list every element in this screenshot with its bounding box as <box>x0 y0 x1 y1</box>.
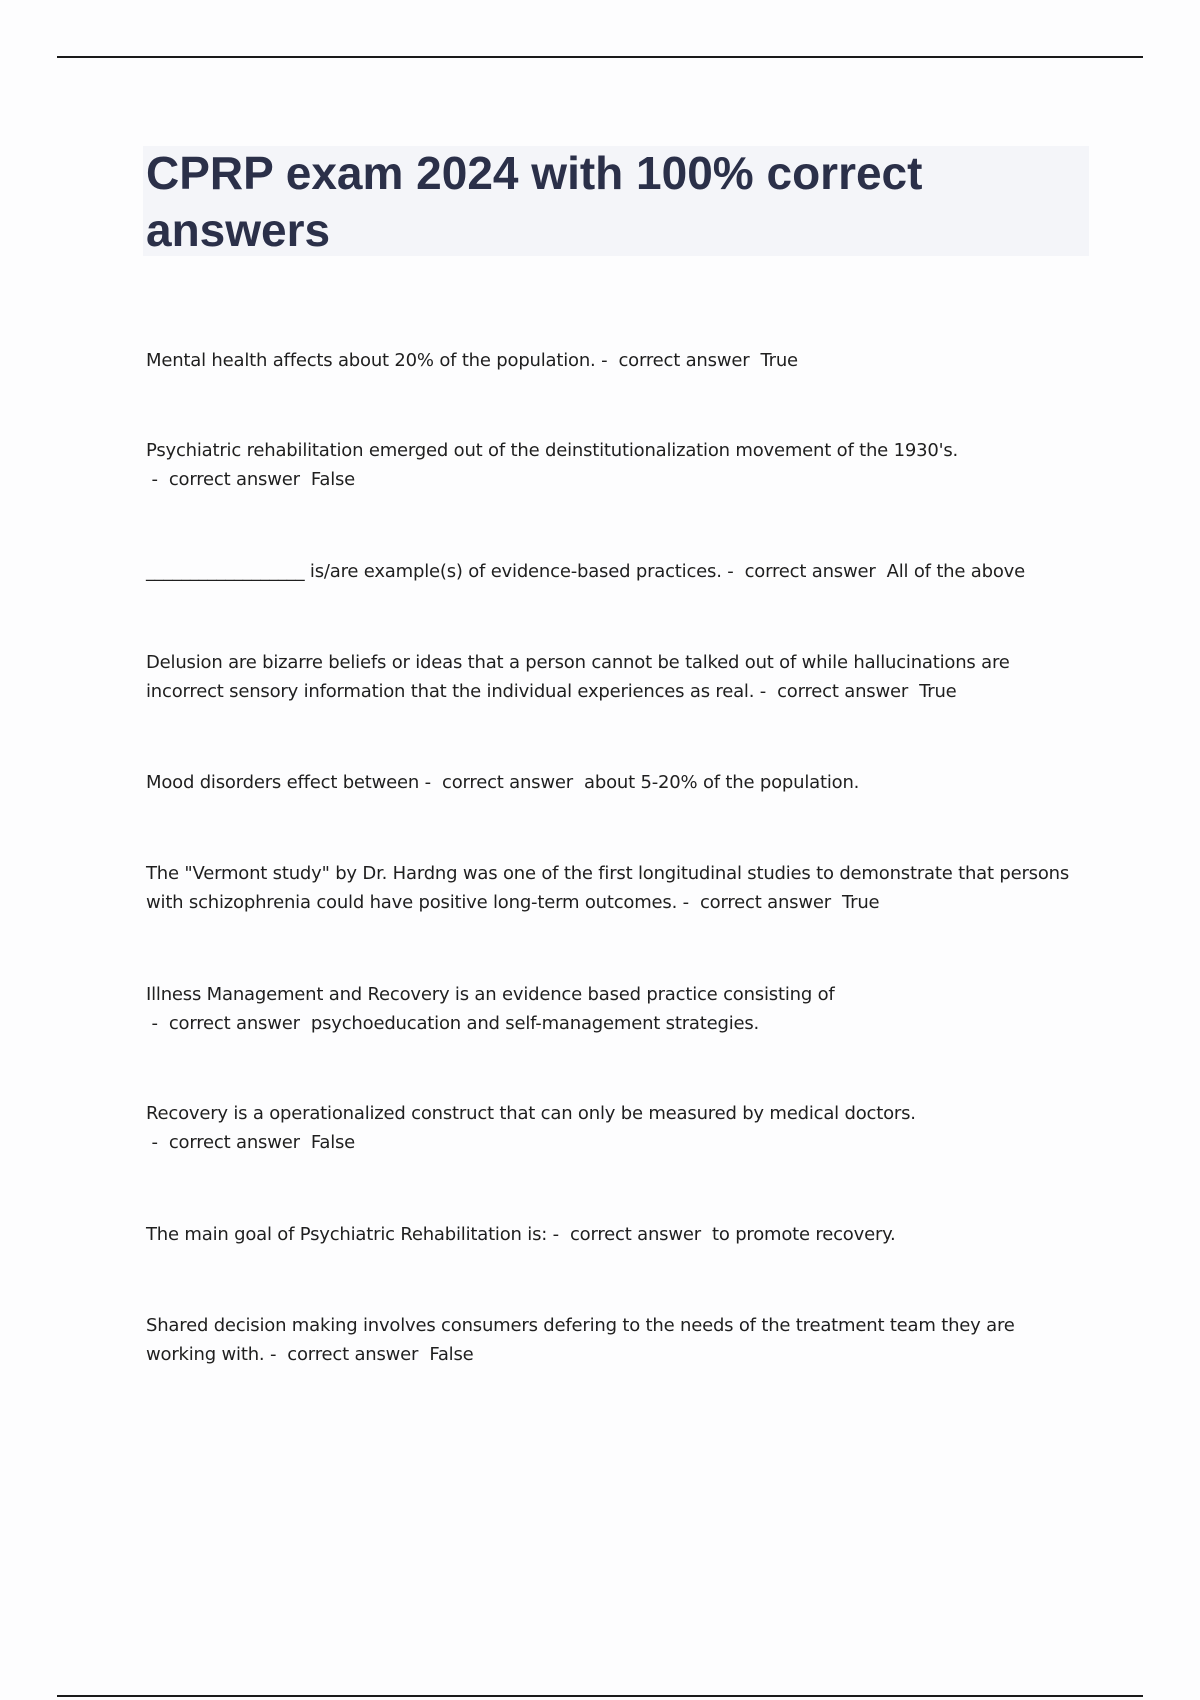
answer-text: True <box>842 892 880 913</box>
question-text: Mental health affects about 20% of the population. <box>146 350 596 371</box>
question-text: Psychiatric rehabilitation emerged out of the deinstitutionalization movement of the 1930's. <box>146 440 959 461</box>
answer-marker: - correct answer <box>146 1132 311 1153</box>
question-text: __________________ is/are example(s) of evidence-based practices. <box>146 561 722 582</box>
answer-text: All of the above <box>886 561 1025 582</box>
answer-marker: - correct answer <box>264 1344 430 1365</box>
question-text: The main goal of Psychiatric Rehabilitation is: <box>146 1224 548 1245</box>
document-title: CPRP exam 2024 with 100% correct answers <box>146 147 923 256</box>
answer-text: False <box>429 1344 474 1365</box>
qa-item-4 <box>146 648 1086 706</box>
answer-marker: - correct answer <box>595 350 761 371</box>
qa-item-8 <box>146 1099 1086 1157</box>
question-text: Illness Management and Recovery is an evidence based practice consisting of <box>146 984 835 1005</box>
answer-marker: - correct answer <box>547 1224 712 1245</box>
answer-marker: - correct answer <box>677 892 842 913</box>
answer-marker: - correct answer <box>419 772 585 793</box>
question-text: The "Vermont study" by Dr. Hardng was one of the first longitudinal studies to demonstrate that persons with schizophrenia could have positive long-term outcomes. <box>146 863 1070 913</box>
qa-item-5 <box>146 768 1086 797</box>
answer-marker: - correct answer <box>721 561 887 582</box>
qa-item-2 <box>146 436 1086 494</box>
answer-text: to promote recovery. <box>712 1224 896 1245</box>
qa-item-7 <box>146 980 1086 1038</box>
answer-text: True <box>919 681 957 702</box>
answer-text: False <box>310 469 356 490</box>
answer-text: True <box>760 350 798 371</box>
footer-rule <box>57 1695 1143 1697</box>
qa-item-6 <box>146 859 1086 917</box>
question-text: Recovery is a operationalized construct that can only be measured by medical doctors. <box>146 1103 916 1124</box>
answer-marker: - correct answer <box>754 681 920 702</box>
answer-text: about 5-20% of the population. <box>584 772 860 793</box>
question-text: Delusion are bizarre beliefs or ideas that a person cannot be talked out of while hallucinations are incorrect sensory information that the individual experiences as real. <box>146 652 1010 702</box>
qa-item-9 <box>146 1220 1086 1249</box>
answer-marker: - correct answer <box>146 469 311 490</box>
answer-text: psychoeducation and self-management strategies. <box>310 1013 760 1034</box>
qa-item-1 <box>146 346 1086 375</box>
header-rule <box>57 56 1143 58</box>
question-text: Shared decision making involves consumers defering to the needs of the treatment team they are working with. <box>146 1315 1015 1365</box>
question-text: Mood disorders effect between <box>146 772 420 793</box>
qa-item-10 <box>146 1311 1086 1369</box>
qa-item-3 <box>146 557 1086 586</box>
answer-marker: - correct answer <box>146 1013 311 1034</box>
answer-text: False <box>310 1132 356 1153</box>
